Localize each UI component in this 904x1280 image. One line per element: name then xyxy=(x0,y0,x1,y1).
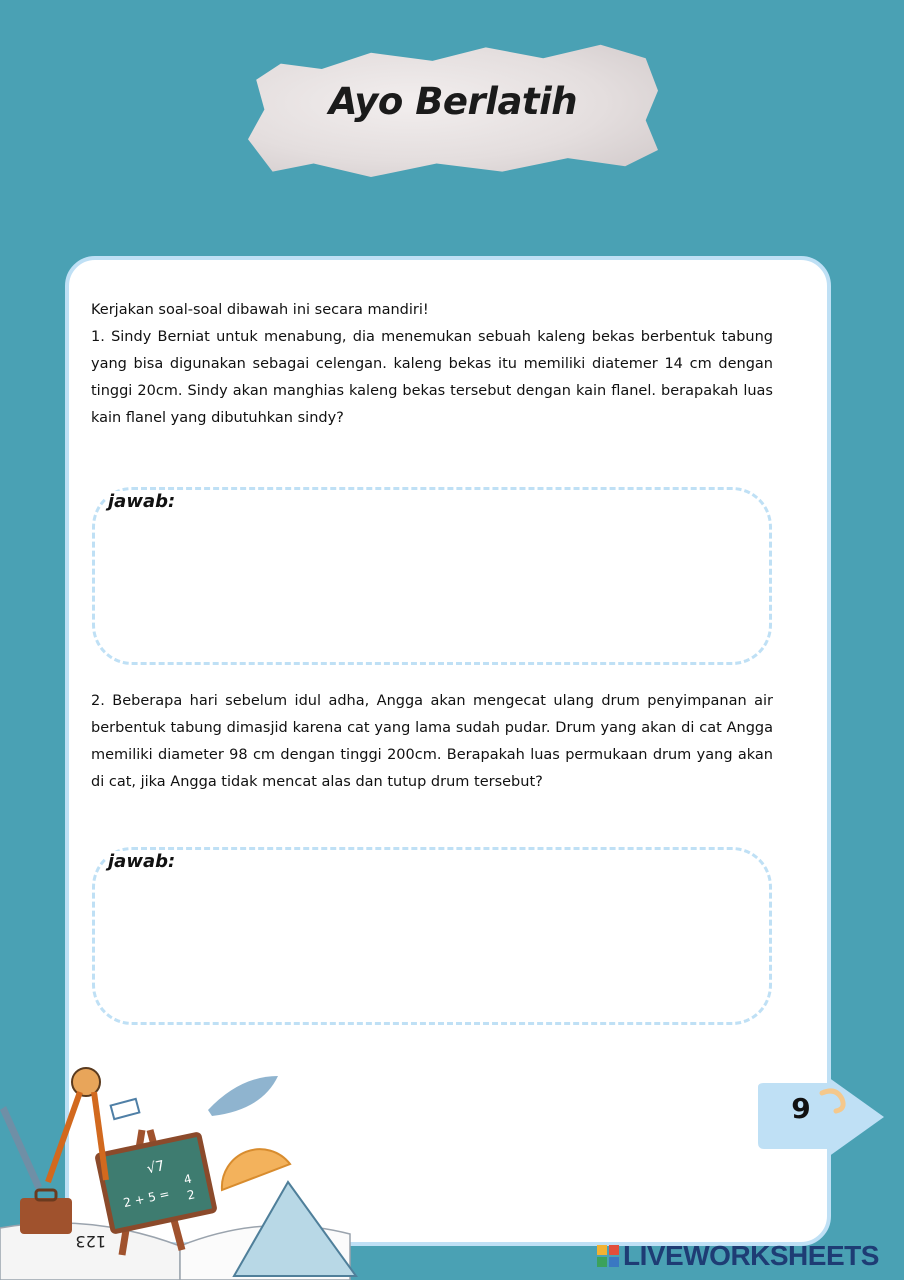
chalkboard-fraction-bottom: 2 xyxy=(185,1187,197,1203)
question-2-text: 2. Beberapa hari sebelum idul adha, Angga akan mengecat ulang drum penyimpanan air berbentuk tabung dimasjid karena cat yang lama sudah pudar. Drum yang akan di cat Angga memiliki diameter 98 cm dengan tinggi 200cm. Berapakah luas permukaan drum yang akan di cat, jika Angga tidak mencat alas dan tutup drum tersebut? xyxy=(91,693,773,790)
question-1-text: 1. Sindy Berniat untuk menabung, dia menemukan sebuah kaleng bekas berbentuk tabung yang bisa digunakan sebagai celengan. kaleng bekas itu memiliki diatemer 14 cm dengan tinggi 20cm. Sindy akan manghias kaleng bekas tersebut dengan kain flanel. berapakah luas kain flanel yang dibutuhkan sindy? xyxy=(91,329,773,426)
briefcase-icon xyxy=(20,1190,72,1234)
instruction-text: Kerjakan soal-soal dibawah ini secara mandiri! xyxy=(91,302,429,318)
answer-box-2[interactable] xyxy=(92,847,772,1025)
page-number: 9 xyxy=(791,1092,811,1125)
pencil-icon xyxy=(0,1106,42,1190)
book-numbers: 123 xyxy=(75,1232,106,1251)
liveworksheets-logo xyxy=(596,1240,879,1272)
chalkboard-sum: 2 + 5 = xyxy=(122,1186,171,1211)
chalkboard-fraction-top: 4 xyxy=(182,1171,193,1187)
answer-box-1[interactable] xyxy=(92,487,772,665)
page-title: Ayo Berlatih xyxy=(328,80,578,123)
liveworksheets-grid-icon xyxy=(596,1244,620,1268)
feather-icon xyxy=(208,1076,278,1116)
brand-name: LIVEWORKSHEETS xyxy=(623,1240,879,1271)
school-supplies-illustration xyxy=(0,1040,380,1280)
answer-label-1: jawab: xyxy=(108,491,176,512)
eraser-icon xyxy=(111,1099,140,1119)
chalkboard-root: √7 xyxy=(145,1158,167,1178)
protractor-icon xyxy=(222,1149,290,1190)
answer-label-2: jawab: xyxy=(108,851,176,872)
